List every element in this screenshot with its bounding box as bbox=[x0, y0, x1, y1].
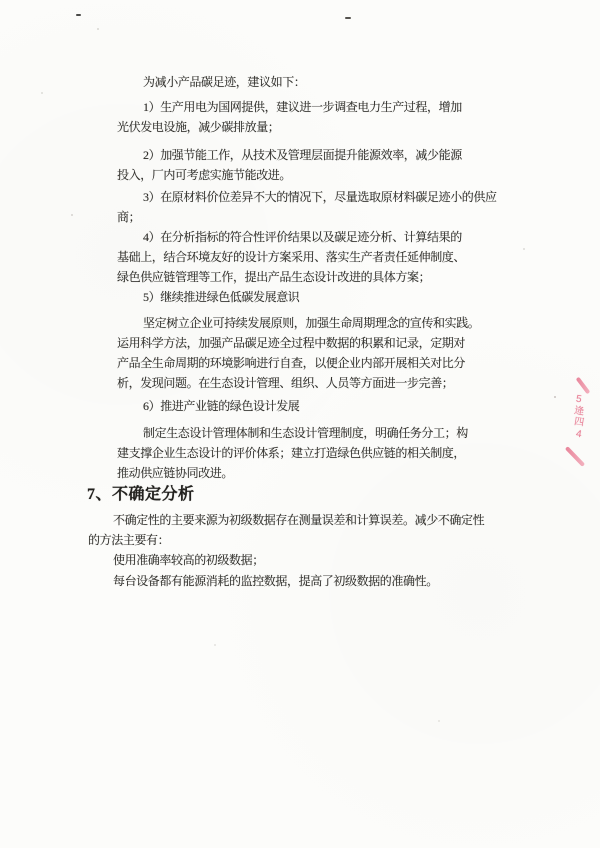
text-line: 不确定性的主要来源为初级数据存在测量误差和计算误差。减少不确定性 bbox=[113, 513, 485, 527]
text-line: 6）推进产业链的绿色设计发展 bbox=[143, 399, 300, 413]
scan-speck bbox=[214, 644, 216, 646]
scan-speck bbox=[523, 248, 525, 250]
pen-stroke-icon bbox=[576, 377, 591, 395]
scan-speck bbox=[345, 17, 351, 19]
paragraph bbox=[0, 72, 600, 92]
handwritten-margin-note bbox=[560, 372, 596, 468]
paragraph bbox=[0, 313, 600, 393]
text-line: 2）加强节能工作，从技术及管理层面提升能源效率，减少能源 bbox=[143, 148, 462, 162]
paragraph bbox=[0, 97, 600, 137]
text-line: 光伏发电设施，减少碳排放量； bbox=[117, 120, 280, 134]
text-line: 每台设备都有能源消耗的监控数据，提高了初级数据的准确性。 bbox=[113, 574, 438, 588]
scan-speck bbox=[97, 28, 99, 30]
margin-note-char: 逄 bbox=[573, 404, 585, 418]
text-line: 制定生态设计管理体制和生态设计管理制度，明确任务分工；构 bbox=[143, 426, 468, 440]
paragraph bbox=[0, 510, 600, 550]
paragraph bbox=[0, 145, 600, 185]
text-line: 使用准确率较高的初级数据； bbox=[113, 553, 264, 567]
text-line: 投入，厂内可考虑实施节能改进。 bbox=[117, 168, 292, 182]
paragraph bbox=[0, 287, 600, 307]
text-line: 3）在原材料价位差异不大的情况下，尽量选取原材料碳足迹小的供应 bbox=[143, 190, 497, 204]
scan-speck bbox=[41, 92, 43, 94]
text-line: 商； bbox=[117, 210, 141, 224]
section-heading bbox=[0, 483, 600, 507]
text-line: 坚定树立企业可持续发展原则，加强生命周期理念的宣传和实践。 bbox=[143, 316, 480, 330]
text-line: 为减小产品碳足迹，建议如下： bbox=[143, 75, 306, 89]
text-line: 运用科学方法，加强产品碳足迹全过程中数据的积累和记录，定期对 bbox=[117, 336, 466, 350]
text-line: 推动供应链协同改进。 bbox=[117, 466, 234, 480]
paragraph bbox=[0, 187, 600, 227]
paragraph bbox=[0, 227, 600, 287]
paragraph bbox=[0, 550, 600, 570]
pen-stroke-icon bbox=[565, 446, 585, 467]
text-line: 7、不确定分析 bbox=[87, 486, 195, 503]
scan-speck bbox=[71, 214, 73, 216]
margin-note-char: 5 bbox=[575, 393, 583, 406]
text-line: 1）生产用电为国网提供，建议进一步调查电力生产过程，增加 bbox=[143, 100, 462, 114]
text-line: 4）在分析指标的符合性评价结果以及碳足迹分析、计算结果的 bbox=[143, 230, 462, 244]
margin-note-char: 4 bbox=[575, 428, 583, 440]
paragraph bbox=[0, 393, 600, 416]
margin-note-text bbox=[571, 394, 587, 440]
text-line: 基础上，结合环境友好的设计方案采用、落实生产者责任延伸制度、 bbox=[117, 250, 466, 264]
text-line: 产品全生命周期的环境影响进行自查，以便企业内部开展相关对比分 bbox=[117, 356, 466, 370]
text-line: 的方法主要有： bbox=[88, 533, 170, 547]
scan-speck bbox=[438, 720, 440, 722]
paragraph bbox=[0, 423, 600, 483]
scan-speck bbox=[554, 396, 556, 398]
text-line: 5）继续推进绿色低碳发展意识 bbox=[143, 290, 300, 304]
text-line: 绿色供应链管理等工作，提出产品生态设计改进的具体方案； bbox=[117, 270, 431, 284]
text-line: 析，发现问题。在生态设计管理、组织、人员等方面进一步完善； bbox=[117, 376, 454, 390]
paragraph bbox=[0, 571, 600, 591]
scan-speck bbox=[76, 14, 81, 16]
document-body bbox=[0, 72, 600, 591]
margin-note-char: 四 bbox=[573, 416, 585, 429]
text-line: 建支撑企业生态设计的评价体系；建立打造绿色供应链的相关制度， bbox=[117, 446, 466, 460]
